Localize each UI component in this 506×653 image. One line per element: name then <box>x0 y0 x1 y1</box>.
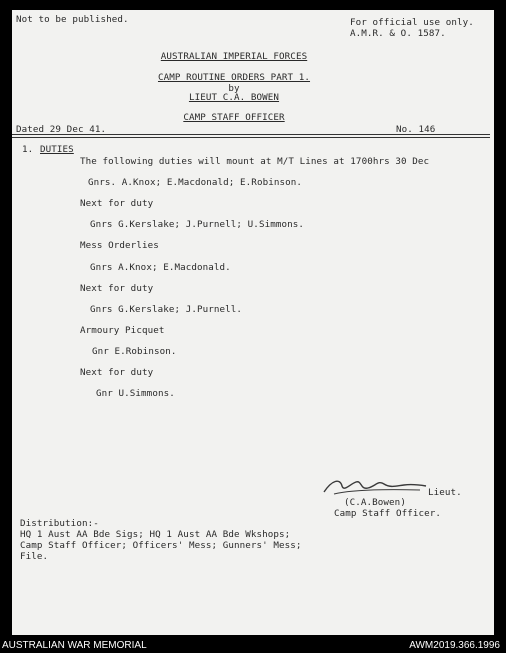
distribution-line: HQ 1 Aust AA Bde Sigs; HQ 1 Aust AA Bde Wkshops; <box>20 529 291 540</box>
doc-title-orders: CAMP ROUTINE ORDERS PART 1. <box>157 72 311 83</box>
duty-line: Next for duty <box>80 367 154 378</box>
distribution-line: File. <box>20 551 49 562</box>
header-restriction: Not to be published. <box>16 14 129 25</box>
footer-archive-name: AUSTRALIAN WAR MEMORIAL <box>2 640 147 651</box>
doc-title-by: by <box>228 83 240 94</box>
signature-name: (C.A.Bowen) <box>344 497 406 508</box>
signature-rank: Lieut. <box>428 487 462 498</box>
duty-line: Gnrs G.Kerslake; J.Purnell; U.Simmons. <box>90 219 304 230</box>
duty-line: Gnr E.Robinson. <box>92 346 177 357</box>
section-title: DUTIES <box>40 144 74 155</box>
duties-intro: The following duties will mount at M/T Lines at 1700hrs 30 Dec <box>80 156 430 167</box>
handwritten-signature-icon <box>320 476 430 498</box>
duty-line: Next for duty <box>80 198 154 209</box>
top-divider-double <box>12 137 490 138</box>
duty-line: Armoury Picquet <box>80 325 165 336</box>
doc-title-force: AUSTRALIAN IMPERIAL FORCES <box>160 51 308 62</box>
duty-line: Gnrs G.Kerslake; J.Purnell. <box>90 304 243 315</box>
footer-accession-number: AWM2019.366.1996 <box>409 640 500 651</box>
doc-title-role: CAMP STAFF OFFICER <box>183 112 285 123</box>
duty-line: Mess Orderlies <box>80 240 159 251</box>
top-divider <box>12 134 490 135</box>
section-number: 1. <box>22 144 34 155</box>
duty-line: Gnrs. A.Knox; E.Macdonald; E.Robinson. <box>88 177 302 188</box>
distribution-line: Camp Staff Officer; Officers' Mess; Gunners' Mess; <box>20 540 302 551</box>
duty-line: Gnrs A.Knox; E.Macdonald. <box>90 262 231 273</box>
order-number: No. 146 <box>396 124 436 135</box>
signature-title: Camp Staff Officer. <box>334 508 441 519</box>
header-classification: For official use only. <box>350 17 474 28</box>
distribution-label: Distribution:- <box>20 518 99 529</box>
duty-line: Next for duty <box>80 283 154 294</box>
header-reference: A.M.R. & O. 1587. <box>350 28 446 39</box>
order-date: Dated 29 Dec 41. <box>16 124 107 135</box>
doc-title-author: LIEUT C.A. BOWEN <box>188 92 280 103</box>
duty-line: Gnr U.Simmons. <box>96 388 175 399</box>
